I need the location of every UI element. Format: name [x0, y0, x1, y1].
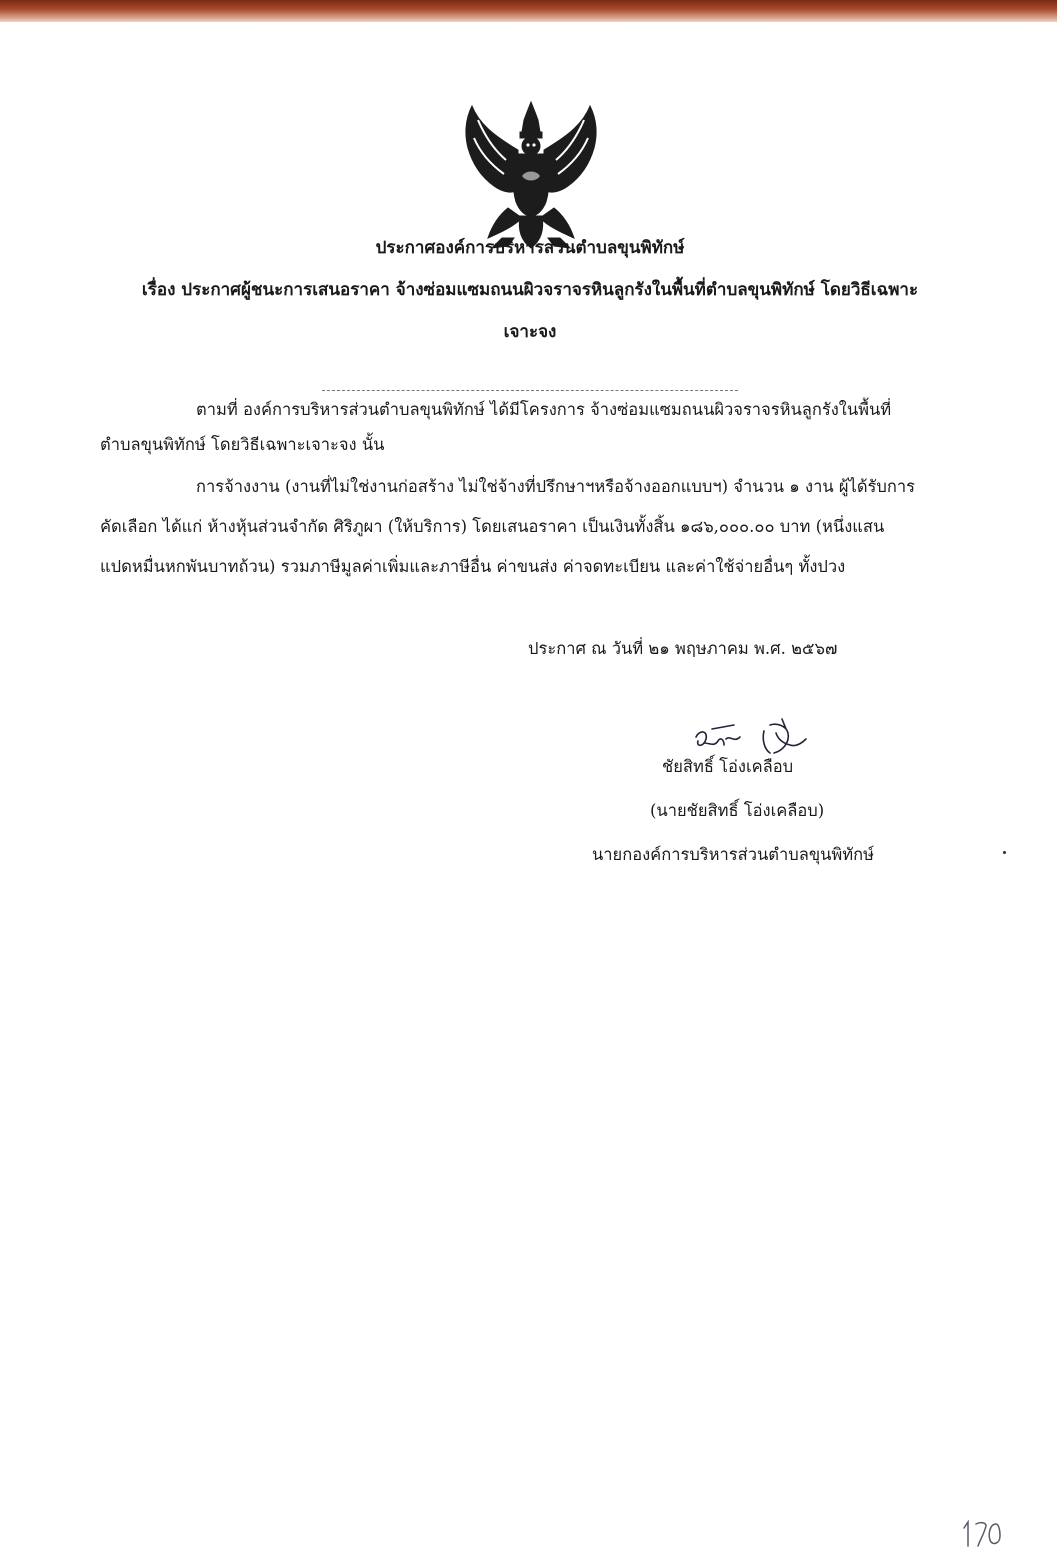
document-title: ประกาศองค์การบริหารส่วนตำบลขุนพิทักษ์ [375, 238, 685, 258]
signatory-position: นายกองค์การบริหารส่วนตำบลขุนพิทักษ์ [592, 845, 875, 864]
document-page [0, 22, 1057, 1549]
paragraph-2-line-2: คัดเลือก ได้แก่ ห้างหุ้นส่วนจำกัด ศิริภูผา (ให้บริการ) โดยเสนอราคา เป็นเงินทั้งสิ้น ๑๘๖,๐๐๐.๐๐ บาท (หนึ่งแสน [100, 517, 885, 536]
garuda-emblem-icon [458, 98, 604, 254]
paragraph-1-line-1: ตามที่ องค์การบริหารส่วนตำบลขุนพิทักษ์ ได้มีโครงการ จ้างซ่อมแซมถนนผิวจราจรหินลูกรังในพื้นที่ [196, 400, 892, 419]
paragraph-1-line-2: ตำบลขุนพิทักษ์ โดยวิธีเฉพาะเจาะจง นั้น [100, 435, 385, 454]
signatory-name: ชัยสิทธิ์ โอ่งเคลือบ [662, 757, 794, 776]
signatory-full-name: (นายชัยสิทธิ์ โอ่งเคลือบ) [650, 801, 825, 820]
paragraph-2-line-1: การจ้างงาน (งานที่ไม่ใช่งานก่อสร้าง ไม่ใช่จ้างที่ปรึกษาฯหรือจ้างออกแบบฯ) จำนวน ๑ งาน ผู้ได้รับการ [196, 477, 916, 496]
handwritten-page-number-icon [958, 1514, 1006, 1552]
document-subject-continued: เจาะจง [503, 322, 557, 342]
announcement-date: ประกาศ ณ วันที่ ๒๑ พฤษภาคม พ.ศ. ๒๕๖๗ [528, 639, 838, 658]
document-subject: เรื่อง ประกาศผู้ชนะการเสนอราคา จ้างซ่อมแซมถนนผิวจราจรหินลูกรังในพื้นที่ตำบลขุนพิทักษ์ โดยวิธีเฉพาะ [141, 280, 919, 300]
paragraph-2-line-3: แปดหมื่นหกพันบาทถ้วน) รวมภาษีมูลค่าเพิ่มและภาษีอื่น ค่าขนส่ง ค่าจดทะเบียน และค่าใช้จ่ายอื่นๆ ทั้งปวง [100, 557, 846, 576]
heading-divider [322, 390, 738, 391]
ink-speck [1003, 851, 1006, 854]
